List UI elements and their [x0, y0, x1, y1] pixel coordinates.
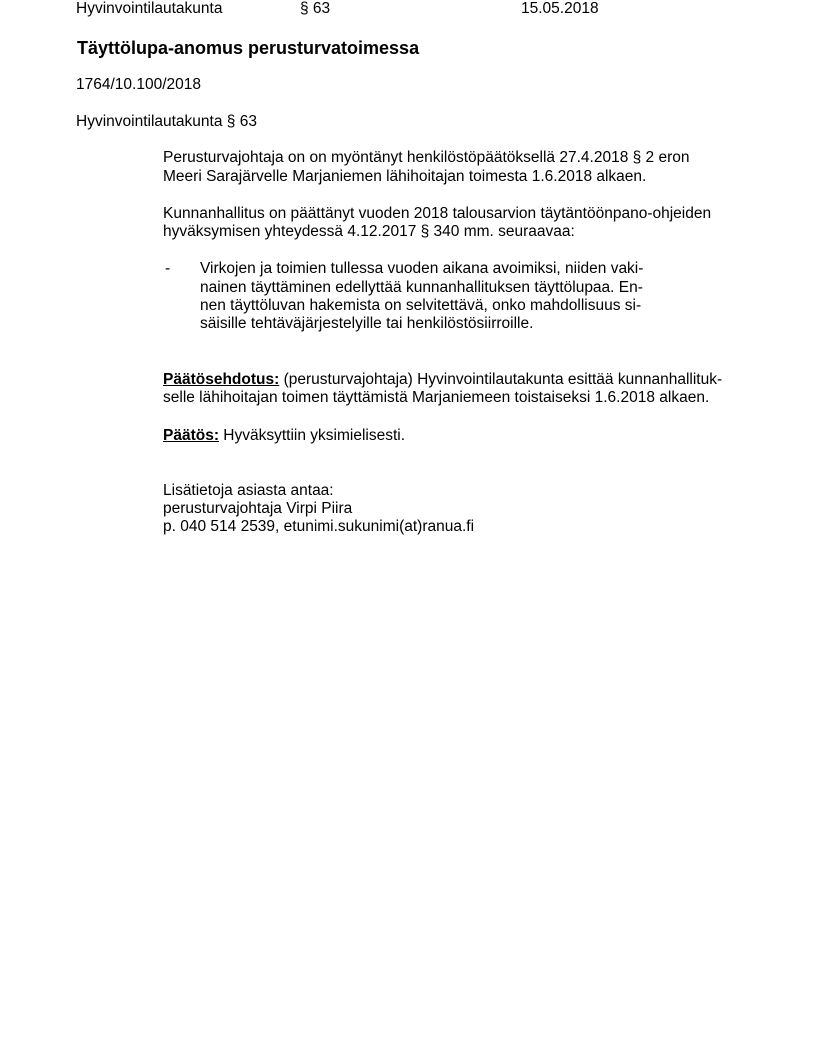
decision-line [163, 427, 405, 445]
board-section: Hyvinvointilautakunta § 63 [76, 113, 257, 130]
bullet-line: Virkojen ja toimien tullessa vuoden aikana avoimiksi, niiden vaki- [200, 260, 644, 277]
record-number: 1764/10.100/2018 [76, 76, 201, 93]
header-board: Hyvinvointilautakunta [76, 0, 223, 17]
contact-line: p. 040 514 2539, etunimi.sukunimi(at)ranua.fi [163, 518, 475, 535]
paragraph1-line: Perusturvajohtaja on on myöntänyt henkilöstöpäätöksellä 27.4.2018 § 2 eron [163, 149, 690, 166]
bullet-line: nainen täyttäminen edellyttää kunnanhallituksen täyttölupaa. En- [200, 279, 643, 296]
decision-label: Päätös: [163, 427, 219, 444]
proposal-label: Päätösehdotus: [163, 371, 280, 388]
document-title: Täyttölupa-anomus perusturvatoimessa [77, 38, 420, 58]
paragraph1-line: Meeri Sarajärvelle Marjaniemen lähihoitajan toimesta 1.6.2018 alkaen. [163, 168, 647, 185]
proposal-line [163, 371, 722, 389]
decision-text: Hyväksyttiin yksimielisesti. [219, 427, 406, 444]
bullet-line: säisille tehtäväjärjestelyille tai henkilöstösiirroille. [200, 315, 534, 332]
bullet-marker: - [165, 260, 171, 277]
contact-line: perusturvajohtaja Virpi Piira [163, 500, 353, 517]
paragraph2-line: Kunnanhallitus on päättänyt vuoden 2018 talousarvion täytäntöönpano-ohjeiden [163, 205, 712, 222]
proposal-line2: selle lähihoitajan toimen täyttämistä Marjaniemeen toistaiseksi 1.6.2018 alkaen. [163, 389, 710, 406]
paragraph2-line: hyväksymisen yhteydessä 4.12.2017 § 340 mm. seuraavaa: [163, 223, 575, 240]
contact-line: Lisätietoja asiasta antaa: [163, 482, 334, 499]
header-date: 15.05.2018 [521, 0, 599, 17]
bullet-line: nen täyttöluvan hakemista on selvitettävä, onko mahdollisuus si- [200, 297, 642, 314]
proposal-text: (perusturvajohtaja) Hyvinvointilautakunta esittää kunnanhallituk- [279, 371, 723, 388]
header-section: § 63 [300, 0, 331, 17]
